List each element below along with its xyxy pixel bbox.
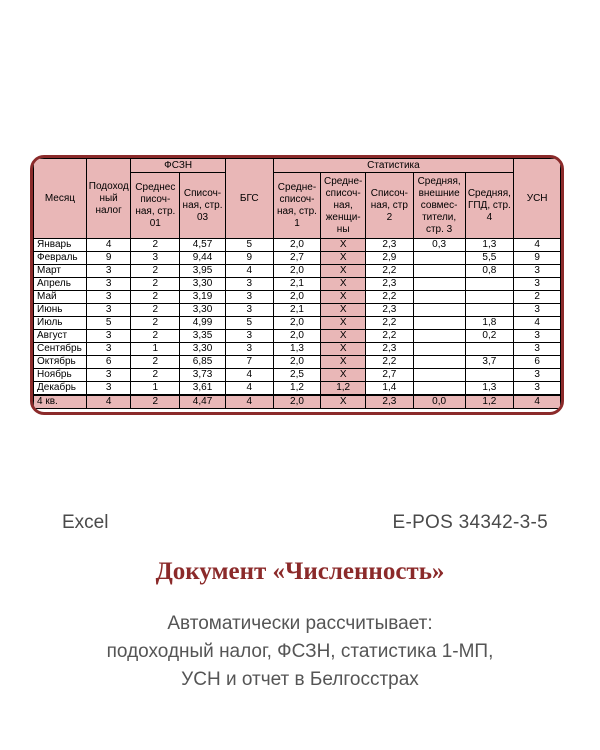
cell-stat-average: 2,0 [273,356,321,369]
cell-stat-list: 2,2 [366,291,414,304]
cell-income-tax: 3 [86,369,131,382]
cell-fszn-list: 3,19 [180,291,226,304]
cell-stat-external [413,265,465,278]
cell-stat-average: 1,2 [273,382,321,396]
cell-income-tax: 6 [86,356,131,369]
cell-usn: 3 [514,278,561,291]
cell-bgs: 4 [225,265,273,278]
cell-stat-list: 2,7 [366,369,414,382]
cell-income-tax: 9 [86,252,131,265]
cell-fszn-average: 2 [131,395,180,409]
spreadsheet-card [30,155,564,415]
cell-stat-list: 2,2 [366,317,414,330]
cell-stat-average: 2,0 [273,330,321,343]
cell-income-tax: 3 [86,291,131,304]
cell-stat-list: 2,2 [366,265,414,278]
cell-bgs: 3 [225,343,273,356]
cell-fszn-list: 4,57 [180,239,226,252]
table-row [34,317,561,330]
table-row [34,343,561,356]
cell-usn: 3 [514,265,561,278]
cell-month: Март [34,265,87,278]
cell-stat-external [413,356,465,369]
cell-stat-average: 2,0 [273,395,321,409]
cell-stat-external [413,382,465,396]
cell-stat-average: 2,1 [273,278,321,291]
cell-fszn-list: 6,85 [180,356,226,369]
cell-bgs: 3 [225,278,273,291]
headcount-table [33,158,561,409]
cell-fszn-list: 3,61 [180,382,226,396]
document-title: Документ «Численность» [155,558,445,585]
cell-bgs: 3 [225,291,273,304]
header-stat-average-women: Средне- списоч- ная, женщи- ны [321,173,366,239]
cell-stat-gpd: 1,2 [465,395,514,409]
cell-income-tax: 3 [86,265,131,278]
cell-usn: 6 [514,356,561,369]
cell-fszn-list: 3,30 [180,304,226,317]
cell-fszn-average: 2 [131,304,180,317]
cell-usn: 4 [514,239,561,252]
cell-stat-list: 2,3 [366,239,414,252]
cell-bgs: 5 [225,239,273,252]
header-fszn-average: Среднес писоч- ная, стр. 01 [131,173,180,239]
cell-stat-external [413,330,465,343]
cell-stat-gpd [465,343,514,356]
cell-month: Сентябрь [34,343,87,356]
cell-stat-women: Х [321,356,366,369]
total-row [34,395,561,409]
header-fszn-list: Списоч- ная, стр. 03 [180,173,226,239]
cell-fszn-list: 4,47 [180,395,226,409]
cell-stat-women: Х [321,330,366,343]
header-usn: УСН [514,159,561,239]
cell-stat-external [413,304,465,317]
cell-fszn-list: 3,30 [180,278,226,291]
description [0,610,600,694]
cell-stat-list: 2,9 [366,252,414,265]
cell-month: Октябрь [34,356,87,369]
cell-fszn-average: 2 [131,278,180,291]
table-row [34,291,561,304]
cell-fszn-list: 3,35 [180,330,226,343]
cell-stat-women: Х [321,317,366,330]
table-row [34,278,561,291]
header-stat-gpd: Средняя, ГПД, стр. 4 [465,173,514,239]
cell-fszn-list: 3,95 [180,265,226,278]
cell-fszn-average: 1 [131,382,180,396]
header-bgs: БГС [225,159,273,239]
cell-stat-external [413,252,465,265]
cell-fszn-average: 1 [131,343,180,356]
cell-usn: 3 [514,343,561,356]
cell-stat-gpd: 3,7 [465,356,514,369]
cell-fszn-average: 2 [131,369,180,382]
cell-stat-women: Х [321,265,366,278]
cell-stat-average: 2,7 [273,252,321,265]
cell-bgs: 9 [225,252,273,265]
cell-stat-list: 2,3 [366,278,414,291]
cell-month: Декабрь [34,382,87,396]
cell-bgs: 5 [225,317,273,330]
cell-stat-women: Х [321,369,366,382]
cell-stat-gpd: 5,5 [465,252,514,265]
cell-fszn-average: 2 [131,356,180,369]
cell-income-tax: 4 [86,395,131,409]
header-stat-external: Средняя, внешние совмес- тители, стр. 3 [413,173,465,239]
cell-stat-women: Х [321,304,366,317]
cell-stat-external: 0,0 [413,395,465,409]
header-month: Месяц [34,159,87,239]
cell-stat-women: Х [321,278,366,291]
cell-income-tax: 5 [86,317,131,330]
cell-stat-list: 2,3 [366,343,414,356]
cell-stat-external [413,278,465,291]
cell-bgs: 4 [225,369,273,382]
cell-stat-gpd: 1,8 [465,317,514,330]
table-body [34,239,561,409]
cell-month: Январь [34,239,87,252]
cell-month: Апрель [34,278,87,291]
cell-stat-women: Х [321,343,366,356]
table-row [34,330,561,343]
cell-usn: 3 [514,369,561,382]
description-line: Автоматически рассчитывает: [167,613,433,634]
cell-stat-external [413,369,465,382]
cell-stat-gpd: 1,3 [465,239,514,252]
cell-income-tax: 4 [86,239,131,252]
cell-stat-average: 2,1 [273,304,321,317]
cell-month: 4 кв. [34,395,87,409]
description-line: подоходный налог, ФСЗН, статистика 1-МП, [106,641,494,662]
cell-usn: 2 [514,291,561,304]
cell-stat-average: 2,0 [273,317,321,330]
cell-stat-gpd [465,291,514,304]
cell-fszn-average: 2 [131,330,180,343]
cell-month: Ноябрь [34,369,87,382]
cell-usn: 9 [514,252,561,265]
cell-stat-average: 2,0 [273,239,321,252]
cell-stat-women: Х [321,252,366,265]
cell-month: Июнь [34,304,87,317]
cell-stat-women: Х [321,395,366,409]
product-code: E-POS 34342-3-5 [392,512,548,533]
cell-stat-external [413,291,465,304]
cell-bgs: 3 [225,330,273,343]
cell-usn: 3 [514,304,561,317]
cell-income-tax: 3 [86,278,131,291]
cell-fszn-list: 4,99 [180,317,226,330]
table-row [34,304,561,317]
cell-fszn-average: 3 [131,252,180,265]
cell-fszn-average: 2 [131,317,180,330]
cell-month: Июль [34,317,87,330]
cell-usn: 4 [514,395,561,409]
cell-stat-women: Х [321,239,366,252]
cell-stat-average: 2,0 [273,291,321,304]
cell-bgs: 4 [225,382,273,396]
cell-month: Февраль [34,252,87,265]
cell-stat-external [413,317,465,330]
cell-stat-average: 1,3 [273,343,321,356]
cell-income-tax: 3 [86,330,131,343]
table-row [34,382,561,396]
cell-usn: 3 [514,330,561,343]
cell-fszn-list: 3,30 [180,343,226,356]
header-stat-list: Списоч- ная, стр 2 [366,173,414,239]
cell-stat-list: 2,3 [366,304,414,317]
cell-stat-average: 2,5 [273,369,321,382]
cell-stat-list: 2,2 [366,330,414,343]
header-group-fszn: ФСЗН [131,159,225,173]
cell-stat-list: 2,3 [366,395,414,409]
cell-stat-list: 2,2 [366,356,414,369]
table-row [34,252,561,265]
cell-month: Август [34,330,87,343]
cell-fszn-list: 9,44 [180,252,226,265]
cell-income-tax: 3 [86,343,131,356]
cell-stat-women: 1,2 [321,382,366,396]
cell-bgs: 3 [225,304,273,317]
cell-fszn-average: 2 [131,291,180,304]
cell-stat-gpd: 0,8 [465,265,514,278]
cell-stat-external: 0,3 [413,239,465,252]
description-line: УСН и отчет в Белгосстрах [181,669,419,690]
table-row [34,369,561,382]
cell-usn: 3 [514,382,561,396]
header-income-tax: Подоход ный налог [86,159,131,239]
cell-stat-average: 2,0 [273,265,321,278]
cell-stat-external [413,343,465,356]
cell-fszn-average: 2 [131,265,180,278]
cell-stat-gpd [465,278,514,291]
cell-stat-list: 1,4 [366,382,414,396]
table-row [34,265,561,278]
cell-income-tax: 3 [86,304,131,317]
table-row [34,239,561,252]
header-stat-average: Средне- списоч- ная, стр. 1 [273,173,321,239]
cell-month: Май [34,291,87,304]
cell-bgs: 7 [225,356,273,369]
cell-stat-gpd: 1,3 [465,382,514,396]
cell-usn: 4 [514,317,561,330]
table-row [34,356,561,369]
cell-stat-gpd [465,369,514,382]
app-name: Excel [62,512,109,533]
cell-income-tax: 3 [86,382,131,396]
cell-stat-gpd [465,304,514,317]
cell-fszn-list: 3,73 [180,369,226,382]
cell-fszn-average: 2 [131,239,180,252]
cell-bgs: 4 [225,395,273,409]
cell-stat-women: Х [321,291,366,304]
header-group-statistics: Статистика [273,159,514,173]
cell-stat-gpd: 0,2 [465,330,514,343]
